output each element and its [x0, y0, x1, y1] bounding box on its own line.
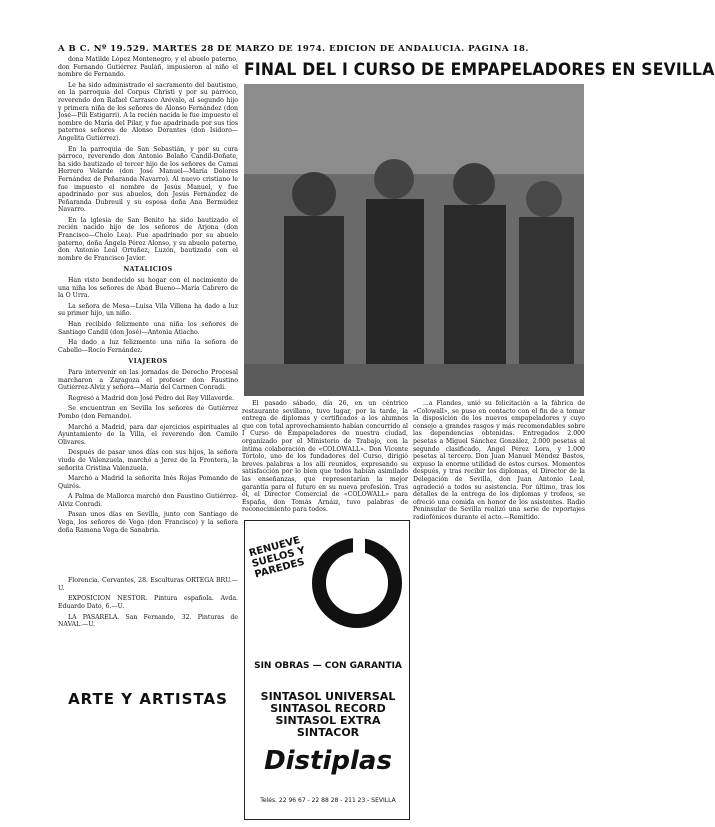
ad-product: SINTACOR [296, 726, 360, 739]
ad-telephone: Telés. 22 96 67 - 22 88 28 - 211 23 - SEVILLA [260, 797, 396, 804]
viajeros-heading: VIAJEROS [128, 358, 168, 366]
ad-product: SINTASOL EXTRA [275, 714, 381, 727]
article-headline: FINAL DEL I CURSO DE EMPAPELADORES EN SEVILLA [244, 60, 715, 80]
ad-brand: Distiplas [264, 746, 392, 776]
paragraph: Marchó a Madrid la señorita Inés Rojas Pomando de Quirós. [58, 475, 238, 490]
paragraph: En la iglesia de San Benito ha sido bautizado el recién nacido hijo de los señores de Arjona (don Francisco—Chelo Lea). Fue apadrinado por su abuelo paterno, doña Ángela Pérez Alonso, y su abuelo paterno, don Antonio Leal Ortuñez, Luzón, bautizado con el nombre de Francisco Javier. [58, 216, 238, 262]
paragraph: Se encuentran en Sevilla los señores de Gutiérrez Pombo (don Fernando). [58, 405, 238, 420]
paragraph: Regresó a Madrid don José Pedro del Rey Villaverde. [68, 394, 235, 402]
paragraph: Florencia. Cervantes, 28. Esculturas ORTEGA BRU.—U. [58, 577, 238, 592]
paragraph: Han recibido felizmente una niña los señores de Santiago Candil (don José)—Antonia Atiacho. [58, 321, 238, 336]
paragraph: En la parroquia de San Sebastián, y por su cura párroco, reverendo don Antonio Bolaño Candil-Doñate, ha sido bautizado el tercer hijo de los señores de Camai Herrero Velarde (don José Manuel—María Dolores Fernández de Peñaranda Navarro). Al nuevo cristiano le fue impuesto el nombre de Jesús Manuel, y fue apadrinado por sus abuelos, don Jesús Fernández de Peñaranda Dubreuil y su esposa doña Ana Bermúdez Navarro. [58, 145, 238, 214]
paragraph: A Palma de Mallorca marchó don Faustino Gutiérrez-Alviz Conradi. [58, 493, 238, 508]
article-text-right [413, 400, 585, 820]
arte-artistas-title: ARTE Y ARTISTAS [68, 690, 228, 708]
natalicios-heading: NATALICIOS [123, 266, 173, 274]
paragraph: La señora de Mesa—Luisa Vila Villena ha dado a luz su primer hijo, un niño. [58, 302, 238, 318]
ad-products [245, 691, 411, 739]
paragraph: Han visto bendecido su hogar con el nacimiento de una niña los señores de Abad Bueno—María Cabrero de la O Urra. [58, 277, 238, 300]
masthead: A B C. Nº 19.529. MARTES 28 DE MARZO DE 1974. EDICION DE ANDALUCIA. PAGINA 18. [58, 44, 529, 54]
paragraph: dona Matilde López Montenegro, y el abuelo paterno, don Fernando Gutiérrez Pauláñ, impusieron al niño el nombre de Fernando. [58, 56, 238, 79]
article-photo [244, 84, 584, 396]
ad-garantia: SIN OBRAS — CON GARANTIA [254, 661, 402, 671]
ad-circle-logo-icon [245, 521, 411, 661]
ad-product: SINTASOL RECORD [270, 702, 386, 715]
paragraph: Ha dado a luz felizmente una niña la señora de Cabello—Rocío Fernández. [58, 339, 238, 354]
paragraph: Para intervenir en las jornadas de Derecho Procesal marcharon a Zaragoza el profesor don Faustino Gutiérrez-Alviz y señora—María del Carmen Conradi. [58, 368, 238, 392]
paragraph: Le ha sido administrado el sacramento del bautismo, en la parroquia del Corpus Christi y por su párroco, reverendo don Rafael Carrasco Arévalo, al segundo hijo y primera niña de los señores de Alonso Fernández (don José—Pili Estigarri). A la recién nacida le fue impuesto el nombre de María del Pilar, y fue apadrinada por sus tíos paternos señores de Alonso Dorantes (don Isidoro—Angelita Gutiérrez). [58, 81, 238, 142]
paragraph: Marchó a Madrid, para dar ejercicios espirituales al Ayuntamiento de la Villa, el reverendo don Camilo Olivares. [58, 423, 238, 446]
photo-image [244, 84, 584, 396]
paragraph: Pasan unos días en Sevilla, junto con Santiago de Vega, los señores de Vega (don Francisco) y la señora doña Ramona Vega de Sanabria. [58, 511, 238, 534]
paragraph: Después de pasar unos días con sus hijos, la señora viuda de Valenzuela, marchó a Jerez de la Frontera, la señorita Cristina Valenzuela. [58, 449, 238, 472]
advertisement [244, 520, 410, 820]
paragraph: LA PASARELA. San Fernando, 32. Pinturas de NAVAL.—U. [58, 613, 238, 629]
article-paragraph: ...a Flandes, unió su felicitación a la fábrica de «Colowall», se puso en contacto con el fin de a tomar la disposición de los nuevos empapeladores y cuyo consejo a grandes rasgos y más recomendables sobre las dependencias obtenidas. Entregados 2.000 pesetas a Miguel Sánchez González, 2.000 pesetas al segundo clasificado, Ángel Pérez Lora, y 1.000 pesetas al tercero. Don Juan Manuel Méndez Bastos, expuso la enorme utilidad de estos cursos. Momentos después, y tras recibir los diplomas, el Director de la Delegación de Sevilla, don Juan Antonio Leal, agradeció a todos su asistencia. Por último, tras los detalles de la entrega de los diplomas y trofeos, se ofreció una comida en honor de los asistentes. Radio Peninsular de Sevilla realizó una serie de reportajes radiofónicos durante el acto.—Remitido. [413, 400, 585, 521]
ad-product: SINTASOL UNIVERSAL [260, 690, 396, 703]
paragraph: EXPOSICION NESTOR. Pintura española. Avda. Eduardo Dato, 6.—U. [58, 595, 238, 611]
ad-badge: RENUEVE SUELOS Y PAREDES [247, 535, 307, 581]
article-paragraph: El pasado sábado, día 26, en un céntrico restaurante sevillano, tuvo lugar, por la tarde, la entrega de diplomas y certificados a los alumnos que con total aprovechamiento habían concurrido al I Curso de Empapeladores de nuestra ciudad, organizado por el Ministerio de Trabajo, con la íntima colaboración de «COLOWALL». Don Vicente Tórtolo, uno de los fundadores del Curso, dirigió breves palabras a los allí reunidos, expresando su satisfacción por lo bien que todos habían asimilado las enseñanzas, que representarían la mejor garantía para el futuro en su nueva profesión. Tras él, el Director Comercial de «COLOWALL» para España, don Tomás Arnáiz, tuvo palabras de reconocimiento para todos. [242, 400, 408, 514]
article-text-left [242, 400, 408, 515]
